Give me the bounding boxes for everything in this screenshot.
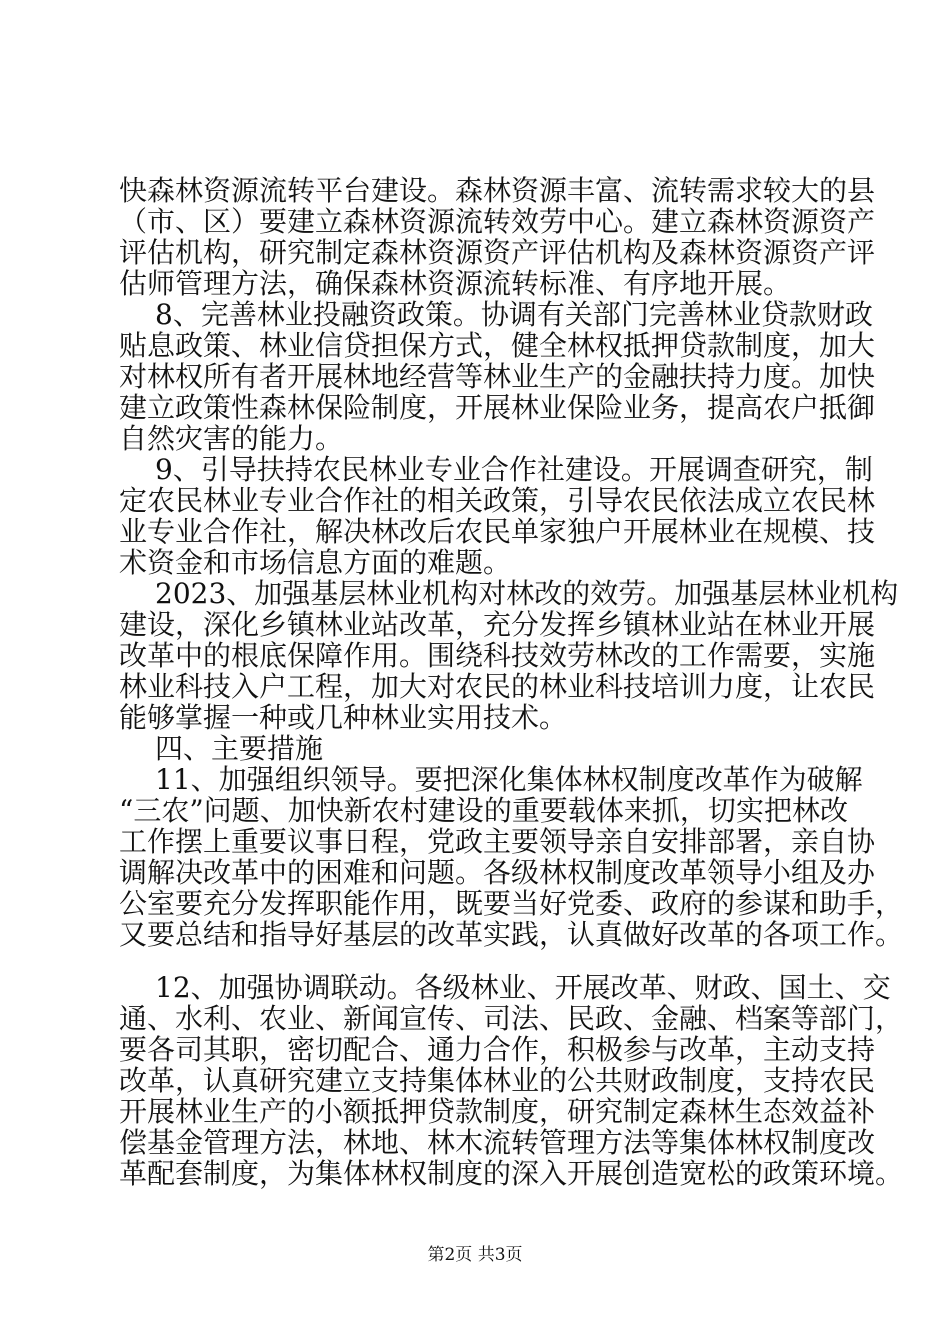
paragraph	[119, 577, 899, 734]
text-line: 公室要充分发挥职能作用，既要当好党委、政府的参谋和助手，	[119, 887, 904, 920]
text-line: 8、完善林业投融资政策。协调有关部门完善林业贷款财政	[155, 298, 873, 331]
text-line: 9、引导扶持农民林业专业合作社建设。开展调查研究，制	[155, 453, 873, 486]
text-line: 能够掌握一种或几种林业实用技术。	[119, 701, 568, 734]
paragraph	[119, 971, 904, 1190]
document-page	[119, 174, 904, 1190]
text-line: 要各司其职，密切配合、通力合作，积极参与改革，主动支持	[119, 1033, 876, 1066]
text-line: 建设，深化乡镇林业站改革，充分发挥乡镇林业站在林业开展	[119, 608, 876, 641]
page-footer: 第2页 共3页	[427, 1245, 523, 1265]
paragraph	[119, 174, 876, 300]
text-line: 工作摆上重要议事日程，党政主要领导亲自安排部署，亲自协	[119, 825, 876, 858]
text-line: 革配套制度，为集体林权制度的深入开展创造宽松的政策环境。	[119, 1157, 904, 1190]
text-line: 12、加强协调联动。各级林业、开展改革、财政、国土、交	[155, 971, 891, 1004]
text-line: 建立政策性森林保险制度，开展林业保险业务，提高农户抵御	[119, 391, 876, 424]
text-line: 估师管理方法，确保森林资源流转标准、有序地开展。	[119, 267, 792, 300]
text-line: 贴息政策、林业信贷担保方式，健全林权抵押贷款制度，加大	[119, 329, 876, 362]
text-line: 改革，认真研究建立支持集体林业的公共财政制度，支持农民	[119, 1064, 876, 1097]
text-line: 四、主要措施	[155, 732, 324, 765]
text-line: 快森林资源流转平台建设。森林资源丰富、流转需求较大的县	[119, 174, 876, 207]
text-line: 自然灾害的能力。	[119, 422, 344, 455]
text-line: 通、水利、农业、新闻宣传、司法、民政、金融、档案等部门，	[119, 1002, 904, 1035]
text-line: 定农民林业专业合作社的相关政策，引导农民依法成立农民林	[119, 484, 876, 517]
paragraph	[119, 733, 848, 764]
text-line: 改革中的根底保障作用。围绕科技效劳林改的工作需要，实施	[119, 639, 876, 672]
text-line: 术资金和市场信息方面的难题。	[119, 546, 512, 579]
text-line: 林业科技入户工程，加大对农民的林业科技培训力度，让农民	[119, 670, 876, 703]
paragraph	[119, 298, 876, 455]
text-line: 开展林业生产的小额抵押贷款制度，研究制定森林生态效益补	[119, 1095, 876, 1128]
text-line: 又要总结和指导好基层的改革实践，认真做好改革的各项工作。	[119, 918, 904, 951]
text-line: 评估机构，研究制定森林资源资产评估机构及森林资源资产评	[119, 236, 876, 269]
paragraph	[119, 453, 876, 579]
text-line: 对林权所有者开展林地经营等林业生产的金融扶持力度。加快	[119, 360, 876, 393]
text-line: 偿基金管理方法，林地、林木流转管理方法等集体林权制度改	[119, 1126, 876, 1159]
text-line: （市、区）要建立森林资源流转效劳中心。建立森林资源资产	[119, 205, 876, 238]
text-line: 11、加强组织领导。要把深化集体林权制度改革作为破解	[155, 763, 863, 796]
text-line: “三农”问题、加快新农村建设的重要载体来抓，切实把林改	[119, 794, 848, 827]
text-line: 业专业合作社，解决林改后农民单家独户开展林业在规模、技	[119, 515, 876, 548]
text-line: 2023、加强基层林业机构对林改的效劳。加强基层林业机构	[155, 577, 899, 610]
text-line: 调解决改革中的困难和问题。各级林权制度改革领导小组及办	[119, 856, 876, 889]
paragraph	[119, 763, 904, 951]
